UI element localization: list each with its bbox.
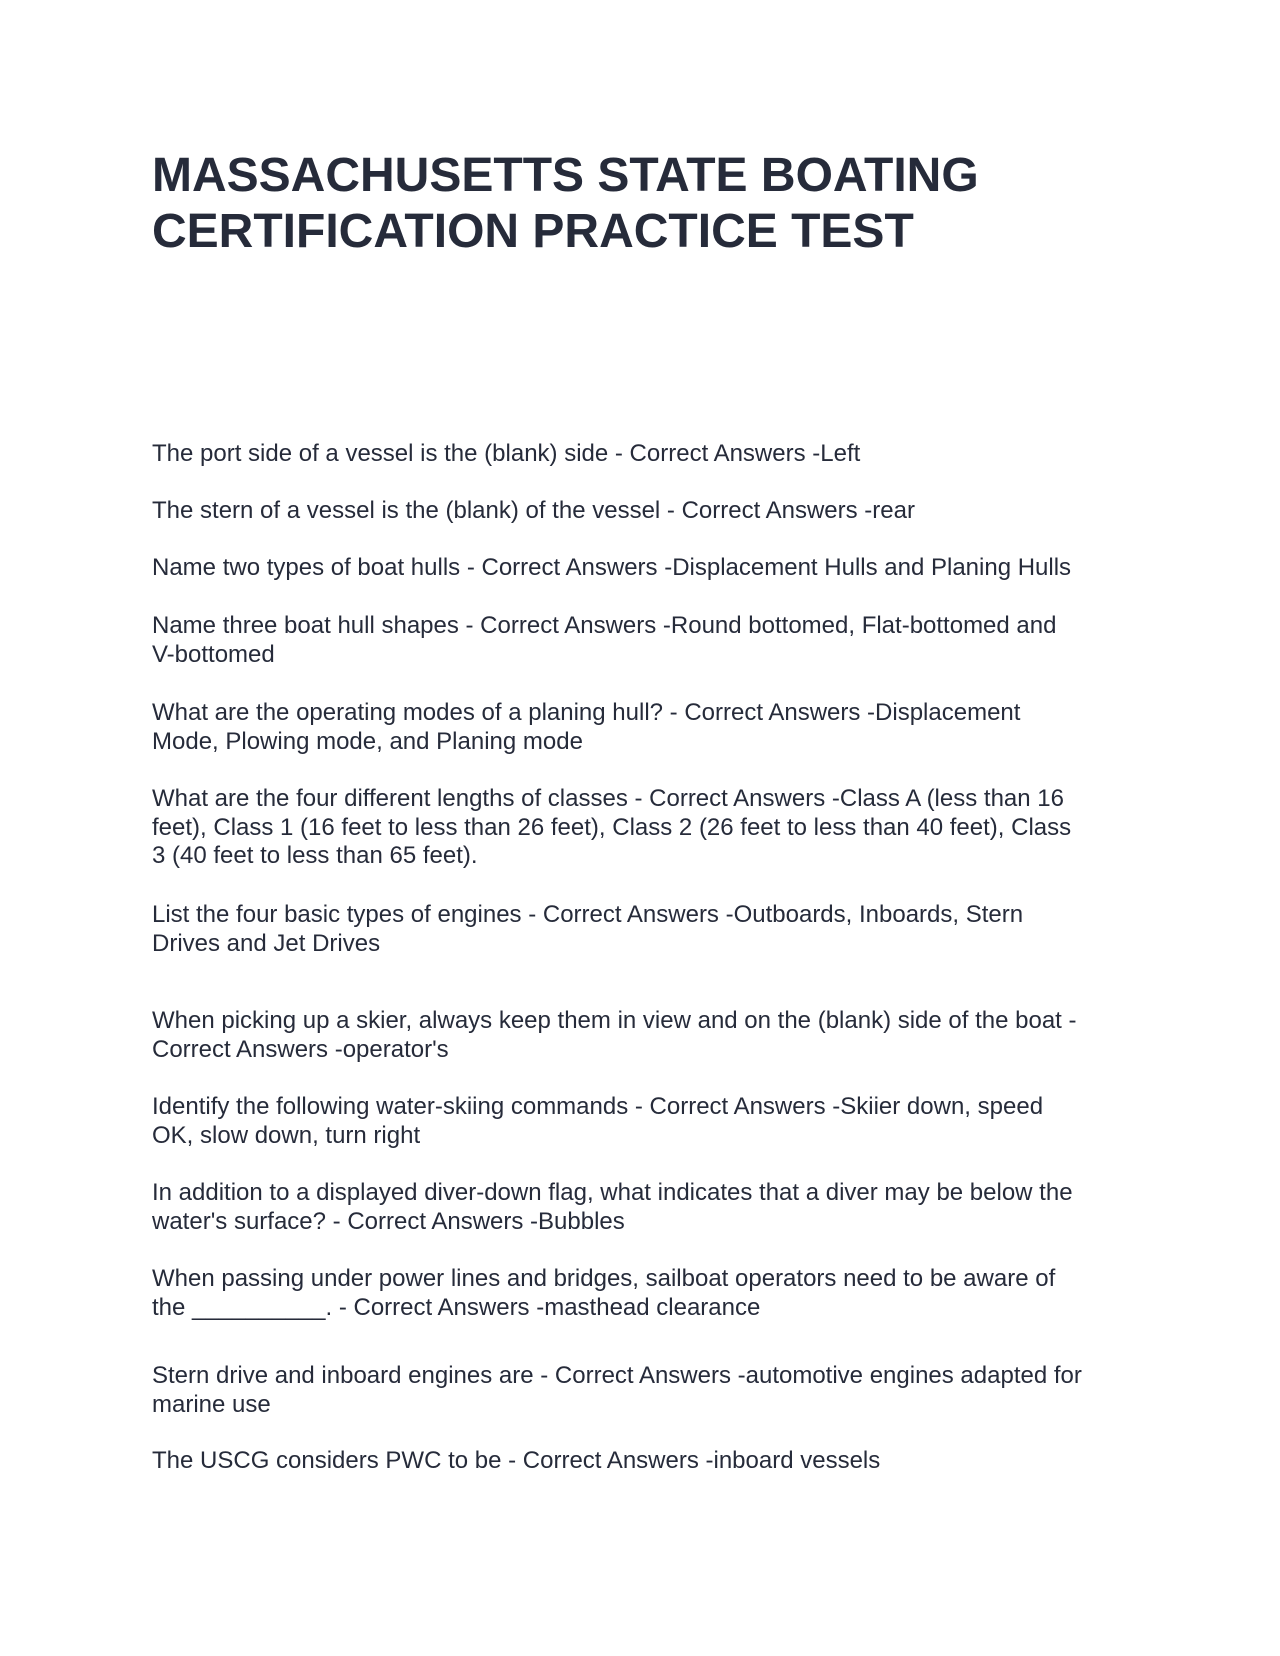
qa-text-line: 3 (40 feet to less than 65 feet). (152, 842, 478, 870)
qa-text-line: What are the operating modes of a planing hull? - Correct Answers -Displacement (152, 699, 1021, 726)
qa-text-line: Drives and Jet Drives (152, 929, 381, 957)
qa-text-line: Identify the following water-skiing commands - Correct Answers -Skiier down, speed (152, 1093, 1044, 1120)
qa-text-line: In addition to a displayed diver-down flag, what indicates that a diver may be below the (152, 1179, 1073, 1206)
qa-item (152, 1362, 1082, 1419)
qa-item (152, 1265, 1055, 1322)
page-title (152, 148, 979, 260)
qa-text-line: Name three boat hull shapes - Correct Answers -Round bottomed, Flat-bottomed and (152, 612, 1057, 639)
title-line: CERTIFICATION PRACTICE TEST (152, 205, 914, 258)
qa-item (152, 497, 915, 526)
qa-item (152, 901, 1023, 958)
qa-item (152, 612, 1056, 669)
qa-text-line: The port side of a vessel is the (blank) side - Correct Answers -Left (152, 440, 861, 467)
qa-text-line: OK, slow down, turn right (152, 1121, 421, 1149)
qa-text-line: feet), Class 1 (16 feet to less than 26 feet), Class 2 (26 feet to less than 40 feet), Class (152, 813, 1072, 841)
qa-text-line: The stern of a vessel is the (blank) of the vessel - Correct Answers -rear (152, 497, 915, 524)
qa-text-line: When picking up a skier, always keep them in view and on the (blank) side of the boat - (152, 1007, 1077, 1034)
qa-item (152, 1447, 880, 1476)
qa-item (152, 554, 1071, 583)
qa-item (152, 699, 1020, 756)
qa-text-line: the __________. - Correct Answers -masthead clearance (152, 1293, 761, 1321)
qa-text-line: Stern drive and inboard engines are - Correct Answers -automotive engines adapted for (152, 1362, 1082, 1389)
qa-item (152, 785, 1071, 871)
title-line: MASSACHUSETTS STATE BOATING (152, 149, 979, 202)
qa-item (152, 1007, 1077, 1064)
qa-text-line: water's surface? - Correct Answers -Bubbles (152, 1207, 625, 1235)
qa-text-line: What are the four different lengths of classes - Correct Answers -Class A (less than 16 (152, 785, 1064, 812)
qa-text-line: List the four basic types of engines - Correct Answers -Outboards, Inboards, Stern (152, 901, 1024, 928)
qa-item (152, 1093, 1043, 1150)
qa-text-line: Correct Answers -operator's (152, 1035, 449, 1063)
qa-text-line: V-bottomed (152, 640, 275, 668)
qa-text-line: Name two types of boat hulls - Correct Answers -Displacement Hulls and Planing Hulls (152, 554, 1072, 581)
qa-text-line: Mode, Plowing mode, and Planing mode (152, 727, 583, 755)
qa-text-line: The USCG considers PWC to be - Correct Answers -inboard vessels (152, 1447, 881, 1474)
qa-text-line: When passing under power lines and bridges, sailboat operators need to be aware of (152, 1265, 1056, 1292)
qa-text-line: marine use (152, 1390, 271, 1418)
qa-item (152, 1179, 1073, 1236)
qa-item (152, 440, 860, 469)
